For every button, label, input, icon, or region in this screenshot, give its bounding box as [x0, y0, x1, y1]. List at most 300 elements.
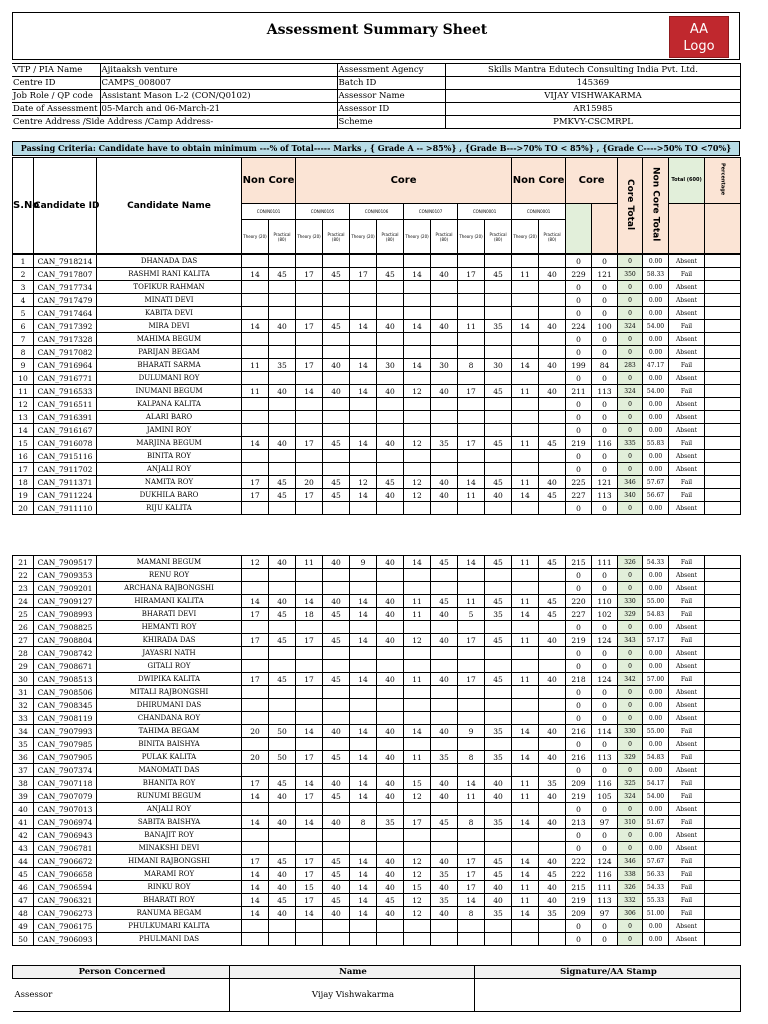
cell-sno: 28 [13, 647, 34, 660]
cell-candidate-name: RINKU ROY [97, 881, 242, 894]
title-box [12, 12, 740, 60]
cell-nc1-theory [242, 398, 269, 411]
cell-non-core-total: 0 [592, 621, 618, 634]
header-non-core-1: Non Core [242, 158, 296, 204]
cell-c5-practical [539, 920, 566, 933]
cell-c2-theory [350, 803, 377, 816]
cell-nc1-theory [242, 842, 269, 855]
cell-c4-practical [485, 738, 512, 751]
cell-c1-practical: 40 [323, 881, 350, 894]
cell-candidate-id: CAN_7906321 [34, 894, 97, 907]
cell-candidate-name: DHANADA DAS [97, 255, 242, 268]
cell-sno: 9 [13, 359, 34, 372]
cell-candidate-name: DHIRUMANI DAS [97, 699, 242, 712]
cell-c5-practical [539, 686, 566, 699]
cell-nc1-theory [242, 829, 269, 842]
cell-nc1-theory [242, 621, 269, 634]
cell-percentage: 51.00 [643, 907, 669, 920]
cell-non-core-total: 0 [592, 569, 618, 582]
cell-candidate-name: NAMITA ROY [97, 476, 242, 489]
practical-header-6: Practical (80) [539, 220, 566, 254]
cell-c3-theory [404, 281, 431, 294]
cell-result: Absent [669, 842, 705, 855]
cell-c5-practical: 35 [539, 907, 566, 920]
table-row [13, 556, 741, 569]
cell-c4-practical: 35 [485, 907, 512, 920]
cell-c5-theory [512, 647, 539, 660]
cell-candidate-name: BINITA BAISHYA [97, 738, 242, 751]
cell-c4-theory [458, 346, 485, 359]
cell-core-total: 219 [566, 634, 592, 647]
table-row [13, 803, 741, 816]
cell-remark [705, 595, 741, 608]
cell-remark [705, 673, 741, 686]
table-row [13, 333, 741, 346]
table-row [13, 595, 741, 608]
cell-remark [705, 920, 741, 933]
cell-nc1-theory [242, 582, 269, 595]
cell-nc1-theory: 14 [242, 894, 269, 907]
cell-candidate-id: CAN_7908345 [34, 699, 97, 712]
cell-c1-practical: 40 [323, 816, 350, 829]
cell-total: 0 [618, 582, 643, 595]
cell-c1-practical: 45 [323, 608, 350, 621]
cell-c5-theory [512, 307, 539, 320]
cell-remark [705, 424, 741, 437]
cell-percentage: 54.33 [643, 556, 669, 569]
cell-c4-theory [458, 686, 485, 699]
cell-c4-practical [485, 281, 512, 294]
cell-c1-theory: 14 [296, 777, 323, 790]
cell-c2-theory: 12 [350, 476, 377, 489]
cell-remark [705, 346, 741, 359]
cell-c5-practical [539, 346, 566, 359]
cell-c2-practical [377, 764, 404, 777]
cell-c5-practical: 40 [539, 751, 566, 764]
cell-c2-practical [377, 686, 404, 699]
cell-c3-practical: 45 [431, 595, 458, 608]
cell-sno: 36 [13, 751, 34, 764]
cell-c2-theory [350, 398, 377, 411]
cell-candidate-id: CAN_7916533 [34, 385, 97, 398]
cell-remark [705, 803, 741, 816]
cell-nc1-practical: 45 [269, 608, 296, 621]
cell-c4-theory: 14 [458, 476, 485, 489]
cell-non-core-total: 84 [592, 359, 618, 372]
cell-c2-practical: 40 [377, 556, 404, 569]
cell-result: Fail [669, 894, 705, 907]
cell-sno: 15 [13, 437, 34, 450]
cell-c2-theory [350, 712, 377, 725]
assessor-full-name: Vijay Vishwakarma [230, 979, 475, 1012]
cell-c4-practical: 35 [485, 751, 512, 764]
table-row [13, 411, 741, 424]
cell-percentage: 54.00 [643, 385, 669, 398]
cell-c5-theory [512, 294, 539, 307]
cell-result: Fail [669, 556, 705, 569]
cell-c5-theory [512, 450, 539, 463]
cell-c4-theory: 11 [458, 595, 485, 608]
cell-c5-practical [539, 803, 566, 816]
cell-c2-theory [350, 502, 377, 515]
cell-c1-practical [323, 569, 350, 582]
cell-c5-theory [512, 738, 539, 751]
cell-c1-theory: 17 [296, 268, 323, 281]
cell-result: Absent [669, 621, 705, 634]
cell-non-core-total: 111 [592, 881, 618, 894]
cell-core-total: 0 [566, 582, 592, 595]
cell-c3-practical [431, 621, 458, 634]
cell-candidate-id: CAN_7906781 [34, 842, 97, 855]
cell-nc1-practical: 40 [269, 881, 296, 894]
cell-c1-theory [296, 686, 323, 699]
cell-c1-practical: 45 [323, 894, 350, 907]
cell-c4-practical [485, 450, 512, 463]
cell-c2-theory [350, 463, 377, 476]
cell-c1-practical [323, 582, 350, 595]
cell-c2-practical [377, 346, 404, 359]
cell-core-total: 0 [566, 346, 592, 359]
cell-total: 0 [618, 372, 643, 385]
cell-nc1-theory [242, 255, 269, 268]
cell-c1-practical [323, 829, 350, 842]
cell-c5-theory [512, 699, 539, 712]
cell-c3-practical: 40 [431, 634, 458, 647]
cell-sno: 46 [13, 881, 34, 894]
cell-non-core-total: 116 [592, 777, 618, 790]
header-candidate-name: Candidate Name [97, 158, 242, 254]
cell-c1-theory [296, 712, 323, 725]
cell-result: Fail [669, 673, 705, 686]
cell-c5-theory: 11 [512, 894, 539, 907]
cell-c2-practical [377, 255, 404, 268]
cell-c5-practical [539, 502, 566, 515]
cell-c3-theory [404, 333, 431, 346]
table-row [13, 582, 741, 595]
cell-remark [705, 268, 741, 281]
cell-percentage: 56.67 [643, 489, 669, 502]
cell-c2-theory [350, 621, 377, 634]
cell-c3-theory [404, 621, 431, 634]
cell-c3-practical [431, 333, 458, 346]
cell-c4-theory: 14 [458, 894, 485, 907]
cell-c5-theory [512, 502, 539, 515]
cell-sno: 8 [13, 346, 34, 359]
cell-non-core-total: 113 [592, 751, 618, 764]
cell-c4-theory: 14 [458, 556, 485, 569]
cell-sno: 34 [13, 725, 34, 738]
cell-result: Absent [669, 450, 705, 463]
cell-c5-theory: 14 [512, 489, 539, 502]
cell-total: 0 [618, 920, 643, 933]
cell-c1-practical [323, 647, 350, 660]
cell-c1-theory [296, 764, 323, 777]
cell-c4-theory: 11 [458, 790, 485, 803]
cell-result: Absent [669, 582, 705, 595]
cell-candidate-id: CAN_7908119 [34, 712, 97, 725]
cell-core-total: 0 [566, 621, 592, 634]
cell-remark [705, 829, 741, 842]
cell-sno: 32 [13, 699, 34, 712]
cell-c3-practical [431, 255, 458, 268]
cell-non-core-total: 0 [592, 699, 618, 712]
cell-percentage: 54.17 [643, 777, 669, 790]
table-row [13, 777, 741, 790]
cell-c1-theory [296, 333, 323, 346]
cell-percentage: 0.00 [643, 933, 669, 946]
cell-total: 326 [618, 881, 643, 894]
cell-c4-practical [485, 307, 512, 320]
cell-sno: 30 [13, 673, 34, 686]
cell-c5-theory [512, 569, 539, 582]
cell-sno: 29 [13, 660, 34, 673]
cell-nc1-theory: 17 [242, 489, 269, 502]
cell-c5-practical [539, 764, 566, 777]
cell-c2-practical [377, 738, 404, 751]
cell-c2-theory [350, 686, 377, 699]
cell-percentage: 47.17 [643, 359, 669, 372]
cell-total: 0 [618, 842, 643, 855]
cell-c3-practical [431, 920, 458, 933]
table-row [13, 829, 741, 842]
table-row [13, 398, 741, 411]
cell-c1-practical: 45 [323, 751, 350, 764]
cell-c4-theory [458, 647, 485, 660]
cell-percentage: 0.00 [643, 699, 669, 712]
cell-remark [705, 372, 741, 385]
cell-sno: 10 [13, 372, 34, 385]
cell-nc1-theory [242, 660, 269, 673]
cell-c5-theory [512, 281, 539, 294]
table-row [13, 437, 741, 450]
cell-non-core-total: 0 [592, 398, 618, 411]
cell-result: Absent [669, 307, 705, 320]
cell-c4-practical: 35 [485, 725, 512, 738]
cell-c4-practical: 45 [485, 385, 512, 398]
cell-candidate-id: CAN_7908742 [34, 647, 97, 660]
cell-c2-theory [350, 372, 377, 385]
cell-candidate-name: PULAK KALITA [97, 751, 242, 764]
scheme-label: Scheme [337, 116, 445, 129]
header-percentage-blank [592, 204, 618, 254]
cell-c1-theory: 17 [296, 437, 323, 450]
cell-total: 0 [618, 933, 643, 946]
cell-candidate-name: ANJALI ROY [97, 803, 242, 816]
signature-table [12, 965, 741, 1012]
cell-result: Fail [669, 881, 705, 894]
cell-c4-theory [458, 920, 485, 933]
cell-c4-practical: 45 [485, 595, 512, 608]
cell-c1-theory [296, 582, 323, 595]
vtp-label: VTP / PIA Name [12, 64, 100, 77]
cell-c2-theory: 14 [350, 608, 377, 621]
agency-label: Assessment Agency [337, 64, 445, 77]
cell-sno: 18 [13, 476, 34, 489]
cell-c3-theory: 12 [404, 489, 431, 502]
cell-c2-theory: 14 [350, 881, 377, 894]
cell-c5-practical: 45 [539, 437, 566, 450]
cell-c2-practical: 40 [377, 385, 404, 398]
cell-candidate-id: CAN_7917479 [34, 294, 97, 307]
header-percentage [705, 158, 741, 204]
table-row [13, 281, 741, 294]
cell-result: Absent [669, 712, 705, 725]
cell-non-core-total: 114 [592, 725, 618, 738]
cell-c3-practical [431, 582, 458, 595]
cell-remark [705, 764, 741, 777]
cell-c3-theory: 14 [404, 359, 431, 372]
cell-c1-theory [296, 829, 323, 842]
cell-nc1-practical [269, 346, 296, 359]
cell-c1-practical [323, 398, 350, 411]
cell-nc1-practical [269, 569, 296, 582]
cell-c5-theory [512, 920, 539, 933]
cell-c2-practical [377, 307, 404, 320]
cell-c5-theory [512, 463, 539, 476]
cell-result: Absent [669, 424, 705, 437]
cell-core-total: 219 [566, 437, 592, 450]
cell-c1-theory [296, 398, 323, 411]
table-row [13, 608, 741, 621]
cell-c3-theory [404, 502, 431, 515]
cell-c2-practical [377, 398, 404, 411]
cell-c4-theory: 17 [458, 634, 485, 647]
cell-nc1-theory: 20 [242, 751, 269, 764]
cell-core-total: 227 [566, 489, 592, 502]
cell-c3-theory [404, 699, 431, 712]
cell-nc1-theory [242, 463, 269, 476]
cell-percentage: 0.00 [643, 424, 669, 437]
cell-c2-practical [377, 803, 404, 816]
cell-total: 306 [618, 907, 643, 920]
cell-c2-theory [350, 764, 377, 777]
cell-c3-theory [404, 803, 431, 816]
cell-result: Fail [669, 907, 705, 920]
cell-candidate-name: DUKHILA BARO [97, 489, 242, 502]
cell-c4-theory [458, 829, 485, 842]
cell-result: Absent [669, 372, 705, 385]
cell-c4-practical [485, 933, 512, 946]
cell-c2-theory [350, 842, 377, 855]
cell-percentage: 51.67 [643, 816, 669, 829]
assessor-id-value: AR15985 [445, 103, 740, 116]
cell-candidate-id: CAN_7908825 [34, 621, 97, 634]
cell-candidate-name: BHARATI DEVI [97, 608, 242, 621]
cell-c2-theory: 8 [350, 816, 377, 829]
header-candidate-id: Candidate ID [34, 158, 97, 254]
cell-core-total: 0 [566, 803, 592, 816]
cell-c3-theory [404, 372, 431, 385]
cell-c3-practical: 40 [431, 385, 458, 398]
cell-c3-theory: 12 [404, 634, 431, 647]
cell-c4-theory: 8 [458, 907, 485, 920]
cell-candidate-id: CAN_7911702 [34, 463, 97, 476]
cell-remark [705, 907, 741, 920]
cell-result: Fail [669, 790, 705, 803]
cell-result: Fail [669, 595, 705, 608]
non-core-total-text: Non Core Total [650, 167, 661, 242]
cell-remark [705, 608, 741, 621]
cell-non-core-total: 0 [592, 920, 618, 933]
table-row [13, 320, 741, 333]
cell-c3-practical: 40 [431, 855, 458, 868]
cell-total: 0 [618, 281, 643, 294]
cell-non-core-total: 102 [592, 608, 618, 621]
cell-percentage: 0.00 [643, 712, 669, 725]
cell-percentage: 0.00 [643, 660, 669, 673]
cell-c4-theory [458, 333, 485, 346]
cell-nc1-theory: 11 [242, 385, 269, 398]
cell-c4-practical: 45 [485, 437, 512, 450]
cell-candidate-id: CAN_7908671 [34, 660, 97, 673]
cell-result: Fail [669, 385, 705, 398]
cell-non-core-total: 0 [592, 333, 618, 346]
score-table-part-1 [12, 254, 741, 515]
cell-c5-practical [539, 307, 566, 320]
cell-non-core-total: 97 [592, 907, 618, 920]
cell-c4-theory [458, 738, 485, 751]
cell-total: 329 [618, 608, 643, 621]
cell-total: 0 [618, 333, 643, 346]
cell-remark [705, 816, 741, 829]
cell-c4-practical: 35 [485, 320, 512, 333]
cell-c3-theory: 12 [404, 894, 431, 907]
cell-sno: 48 [13, 907, 34, 920]
cell-remark [705, 712, 741, 725]
cell-c2-practical [377, 411, 404, 424]
header-sno: S.No [13, 158, 34, 254]
cell-result: Absent [669, 502, 705, 515]
table-row [13, 842, 741, 855]
practical-header-1: Practical (80) [269, 220, 296, 254]
cell-candidate-name: ANJALI ROY [97, 463, 242, 476]
practical-header-2: Practical (80) [323, 220, 350, 254]
cell-c3-theory [404, 712, 431, 725]
cell-c4-theory [458, 712, 485, 725]
cell-sno: 47 [13, 894, 34, 907]
cell-c5-theory: 11 [512, 777, 539, 790]
cell-sno: 23 [13, 582, 34, 595]
table-row [13, 346, 741, 359]
cell-nc1-theory [242, 699, 269, 712]
cell-total: 325 [618, 777, 643, 790]
table-row [13, 751, 741, 764]
cell-sno: 21 [13, 556, 34, 569]
cell-nc1-practical [269, 411, 296, 424]
cell-c1-practical [323, 372, 350, 385]
cell-c1-theory: 17 [296, 751, 323, 764]
cell-remark [705, 725, 741, 738]
cell-c1-practical: 45 [323, 868, 350, 881]
cell-c1-theory [296, 842, 323, 855]
cell-result: Absent [669, 933, 705, 946]
cell-c2-theory: 14 [350, 320, 377, 333]
cell-non-core-total: 116 [592, 868, 618, 881]
cell-c5-practical: 40 [539, 476, 566, 489]
cell-candidate-name: MINAKSHI DEVI [97, 842, 242, 855]
cell-c3-practical [431, 712, 458, 725]
cell-c5-theory: 14 [512, 320, 539, 333]
cell-c3-theory [404, 294, 431, 307]
cell-sno: 16 [13, 450, 34, 463]
cell-c1-practical [323, 738, 350, 751]
cell-c3-practical [431, 398, 458, 411]
cell-c1-practical [323, 764, 350, 777]
cell-c2-practical: 30 [377, 359, 404, 372]
cell-sno: 49 [13, 920, 34, 933]
cell-result: Fail [669, 816, 705, 829]
batch-value: 145369 [445, 77, 740, 90]
